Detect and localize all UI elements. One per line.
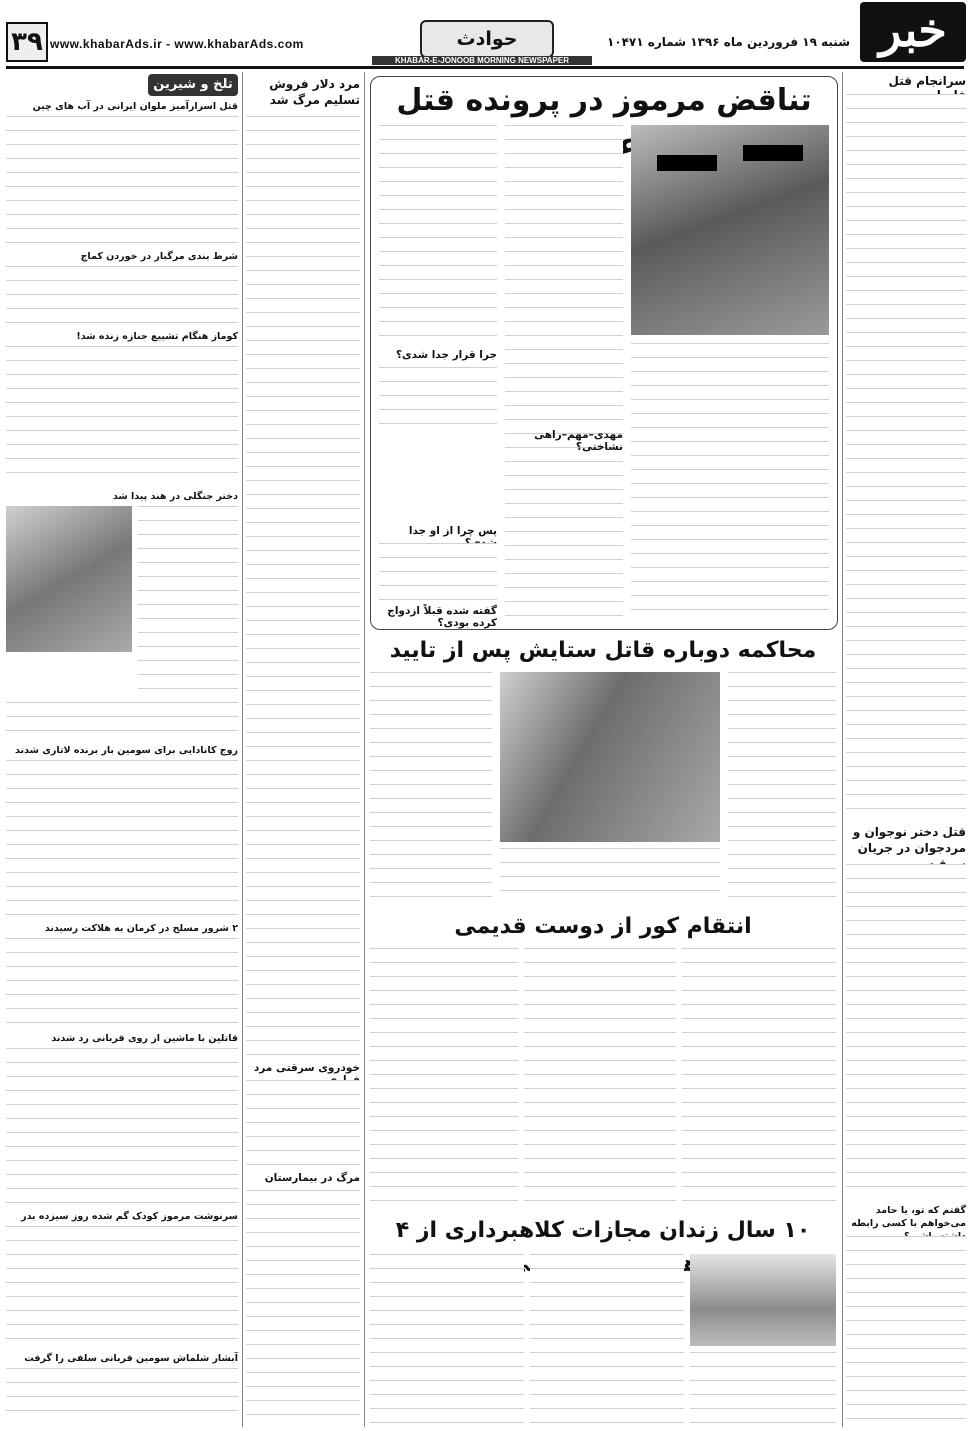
newspaper-logo: خبر [860,2,966,62]
main-story-body-col1 [631,343,829,621]
victim-photo [500,672,720,842]
execution-body-bottom [500,848,720,904]
news-item-body [6,1226,238,1346]
fraud-story-title: ۱۰ سال زندان مجازات کلاهبرداری از ۴ [395,1218,811,1243]
news-item-body [6,938,238,1026]
face-blur-left [657,155,717,171]
main-story-body-col3b [379,367,497,437]
column-divider [842,72,843,1427]
left-column [6,74,238,1426]
news-item-body [6,1048,238,1204]
right-top-title: سرانجام قتل [888,74,966,88]
column-divider [242,72,243,1427]
news-item-body [6,702,238,738]
news-item-title: دختر جنگلی در هند پیدا شد [112,491,238,502]
fraud-body-col2 [530,1254,684,1426]
main-story-subhead: پس چرا از او جدا [408,525,497,537]
right-qa-body [846,1236,966,1426]
main-story-body-col3c [379,543,497,601]
middle-title: مرد دلار فروش تسلیم مرگ شد [269,77,360,107]
issue-dateline: شنبه ۱۹ فروردین ماه ۱۳۹۶ شماره ۱۰۴۷۱ [606,35,850,49]
news-item-title: قاتلین با ماشین از روی قربانی رد شدند [51,1033,238,1044]
news-item-title: ۲ شرور مسلح در کرمان به هلاکت رسیدند [44,923,238,934]
right-story2-title: قتل دختر نوجوان و مردجوان در جریان [852,825,966,855]
masthead [0,0,970,68]
fraud-body-col3 [370,1254,524,1426]
middle-subhead: خودروی سرقتی مرد [253,1062,360,1074]
execution-body-right [728,672,836,904]
website-url[interactable]: www.khabarAds.ir - www.khabarAds.com [50,37,304,51]
right-column [846,72,966,1427]
section-title: حوادث [420,20,554,58]
news-item-title: قتل اسرارآمیز ملوان ایرانی در آب های چین [32,101,238,112]
execution-body-left [370,672,492,904]
header-rule [6,66,964,69]
main-story-title: تناقض مرموز در پرونده قتل [396,83,812,118]
right-story2-body [846,864,966,1199]
news-item-body [6,1368,238,1424]
revenge-body-col1 [682,948,836,1210]
page-number: ۳۹ [6,22,48,62]
middle-subhead: مرگ در بیمارستان [264,1172,360,1184]
main-story-subhead: گفته شده قبلاً ازدواج کرده بودی؟ [387,605,497,629]
left-band-title: تلخ و شیرین [148,74,238,96]
news-item-body [6,116,238,244]
revenge-body-col3 [370,948,518,1210]
suspects-photo [631,125,829,335]
news-item-body [6,266,238,324]
main-story-body-col2 [505,125,623,621]
main-story-subhead: جرا قرار جدا شدی؟ [395,349,497,361]
news-item-body [6,760,238,916]
middle-body-2 [246,1080,360,1166]
middle-body-1 [246,116,360,1056]
news-item-title: زوج کانادایی برای سومین بار برنده لاتاری شدند [15,745,238,756]
face-blur-right [743,145,803,161]
news-item-title: کوماز هنگام تشییع جنازه زنده شد! [76,331,238,342]
execution-story-title: محاکمه دوباره قاتل ستایش پس از تایید [389,638,817,663]
main-story-subhead: مهدی–مهم–راهی نشاختی؟ [534,429,623,453]
right-qa-heading: گفتم که تو، یا حامد می‌خواهم با کسی رابطه [851,1205,966,1229]
fraud-body-col1 [690,1352,836,1426]
middle-column [246,74,360,1426]
main-story-body-col3 [379,125,497,345]
news-item-title: شرط بندی مرگبار در خوردن کماچ [80,251,238,262]
logo-subtitle: KHABAR-E-JONOOB MORNING NEWSPAPER [372,56,592,65]
news-item-title: سرنوشت مرموز کودک گم شده روز سیزده بدر [21,1211,238,1222]
news-item-title: آبشار شلماش سومین قربانی سلفی را گرفت [24,1353,238,1364]
column-divider [364,72,365,1427]
news-item-body [6,346,238,484]
revenge-story-title: انتقام کور از دوست قدیمی [454,914,752,939]
courtroom-photo [690,1254,836,1346]
news-item-body [138,506,238,696]
middle-body-3 [246,1190,360,1426]
revenge-body-col2 [524,948,676,1210]
right-story1-body [846,94,966,816]
jungle-girl-photo [6,506,132,652]
main-story-box [370,76,838,630]
